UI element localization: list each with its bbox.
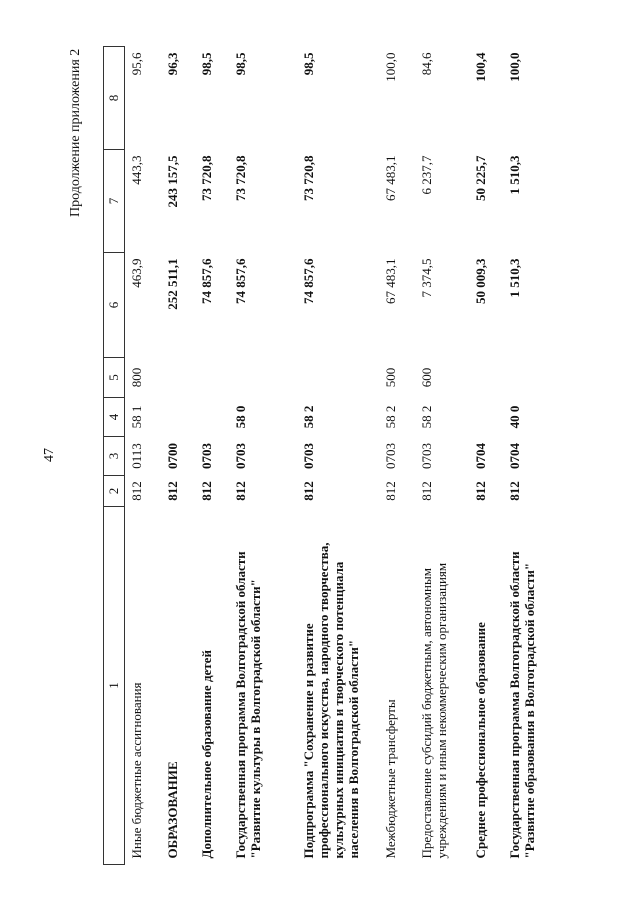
col-header-4: 4 xyxy=(104,398,125,437)
cell-percent: 100,0 xyxy=(506,52,522,82)
table-row xyxy=(125,47,161,865)
cell-percent: 84,6 xyxy=(418,52,434,76)
cell-expense-type xyxy=(469,358,503,398)
cell-plan: 7 374,5 xyxy=(418,258,434,298)
cell-actual: 6 237,7 xyxy=(418,155,434,195)
table-row xyxy=(503,47,569,865)
row-name: ОБРАЗОВАНИЕ xyxy=(164,761,180,859)
page-number: 47 xyxy=(42,448,57,462)
row-name: Государственная программа Волгоградской области "Развитие культуры в Волгоградской области" xyxy=(232,551,263,859)
cell-expense-type xyxy=(229,358,297,398)
cell-ministry: 812 xyxy=(129,481,144,501)
cell-section: 0703 xyxy=(300,443,316,469)
row-name: Иные бюджетные ассигнования xyxy=(129,682,144,859)
cell-actual: 67 483,1 xyxy=(382,155,398,201)
budget-table xyxy=(103,46,569,865)
cell-target xyxy=(469,398,503,437)
cell-ministry: 812 xyxy=(300,481,316,501)
cell-actual: 443,3 xyxy=(129,155,144,185)
cell-expense-type xyxy=(195,358,229,398)
cell-plan: 67 483,1 xyxy=(382,258,398,304)
cell-percent: 98,5 xyxy=(300,52,316,76)
cell-ministry: 812 xyxy=(472,481,488,501)
cell-plan: 463,9 xyxy=(129,258,144,288)
cell-section: 0703 xyxy=(232,443,248,469)
header-row xyxy=(104,47,125,865)
cell-actual: 73 720,8 xyxy=(198,155,214,201)
row-name: Государственная программа Волгоградской области "Развитие образования в Волгоградской области" xyxy=(506,551,537,859)
table-row xyxy=(229,47,297,865)
cell-expense-type xyxy=(503,358,569,398)
cell-section: 0703 xyxy=(418,443,434,469)
row-name: Дополнительное образование детей xyxy=(198,650,214,859)
cell-plan: 74 857,6 xyxy=(300,258,316,304)
cell-target: 40 0 xyxy=(506,405,522,429)
col-header-7: 7 xyxy=(104,150,125,253)
cell-expense-type: 800 xyxy=(129,367,144,388)
cell-target: 58 1 xyxy=(129,405,144,429)
cell-actual: 73 720,8 xyxy=(300,155,316,201)
col-header-2: 2 xyxy=(104,476,125,507)
cell-section: 0703 xyxy=(382,443,398,469)
cell-section: 0700 xyxy=(164,443,180,469)
cell-ministry: 812 xyxy=(418,481,434,501)
row-name: Подпрограмма "Сохранение и развитие профессионального искусства, народного творчества, культурных инициатив и творческого потенциала населения в Волгоградской области" xyxy=(300,542,361,859)
cell-plan: 74 857,6 xyxy=(198,258,214,304)
cell-percent: 98,5 xyxy=(232,52,248,76)
cell-percent: 98,5 xyxy=(198,52,214,76)
col-header-1: 1 xyxy=(104,507,125,865)
cell-percent: 100,4 xyxy=(472,52,488,82)
cell-plan: 50 009,3 xyxy=(472,258,488,304)
table-row xyxy=(161,47,195,865)
col-header-5: 5 xyxy=(104,358,125,398)
cell-plan: 74 857,6 xyxy=(232,258,248,304)
cell-actual: 73 720,8 xyxy=(232,155,248,201)
col-header-6: 6 xyxy=(104,253,125,358)
cell-actual: 50 225,7 xyxy=(472,155,488,201)
cell-expense-type xyxy=(161,358,195,398)
cell-actual: 243 157,5 xyxy=(164,155,180,208)
cell-percent: 95,6 xyxy=(129,52,144,76)
row-name: Среднее профессиональное образование xyxy=(472,622,488,859)
row-name: Предоставление субсидий бюджетным, автономным учреждениям и иным некоммерческим организациям xyxy=(418,562,449,859)
cell-target: 58 2 xyxy=(418,405,434,429)
cell-target xyxy=(195,398,229,437)
continuation-note: Продолжение приложения 2 xyxy=(68,48,83,217)
cell-section: 0704 xyxy=(506,443,522,469)
table-row xyxy=(469,47,503,865)
cell-plan: 252 511,1 xyxy=(164,258,180,310)
cell-ministry: 812 xyxy=(198,481,214,501)
cell-ministry: 812 xyxy=(232,481,248,501)
cell-expense-type: 500 xyxy=(382,367,398,388)
table-row xyxy=(415,47,469,865)
cell-ministry: 812 xyxy=(506,481,522,501)
cell-ministry: 812 xyxy=(164,481,180,501)
cell-percent: 96,3 xyxy=(164,52,180,76)
cell-ministry: 812 xyxy=(382,481,398,501)
cell-target: 58 2 xyxy=(382,405,398,429)
row-name: Межбюджетные трансферты xyxy=(382,699,398,859)
cell-expense-type xyxy=(297,358,379,398)
col-header-3: 3 xyxy=(104,437,125,476)
cell-section: 0703 xyxy=(198,443,214,469)
cell-section: 0704 xyxy=(472,443,488,469)
cell-target xyxy=(161,398,195,437)
cell-actual: 1 510,3 xyxy=(506,155,522,195)
table-row xyxy=(297,47,379,865)
col-header-8: 8 xyxy=(104,47,125,150)
cell-plan: 1 510,3 xyxy=(506,258,522,298)
table-row xyxy=(379,47,415,865)
table-row xyxy=(195,47,229,865)
cell-expense-type: 600 xyxy=(418,367,434,388)
cell-target: 58 0 xyxy=(232,405,248,429)
cell-percent: 100,0 xyxy=(382,52,398,82)
cell-target: 58 2 xyxy=(300,405,316,429)
cell-section: 0113 xyxy=(129,443,144,469)
